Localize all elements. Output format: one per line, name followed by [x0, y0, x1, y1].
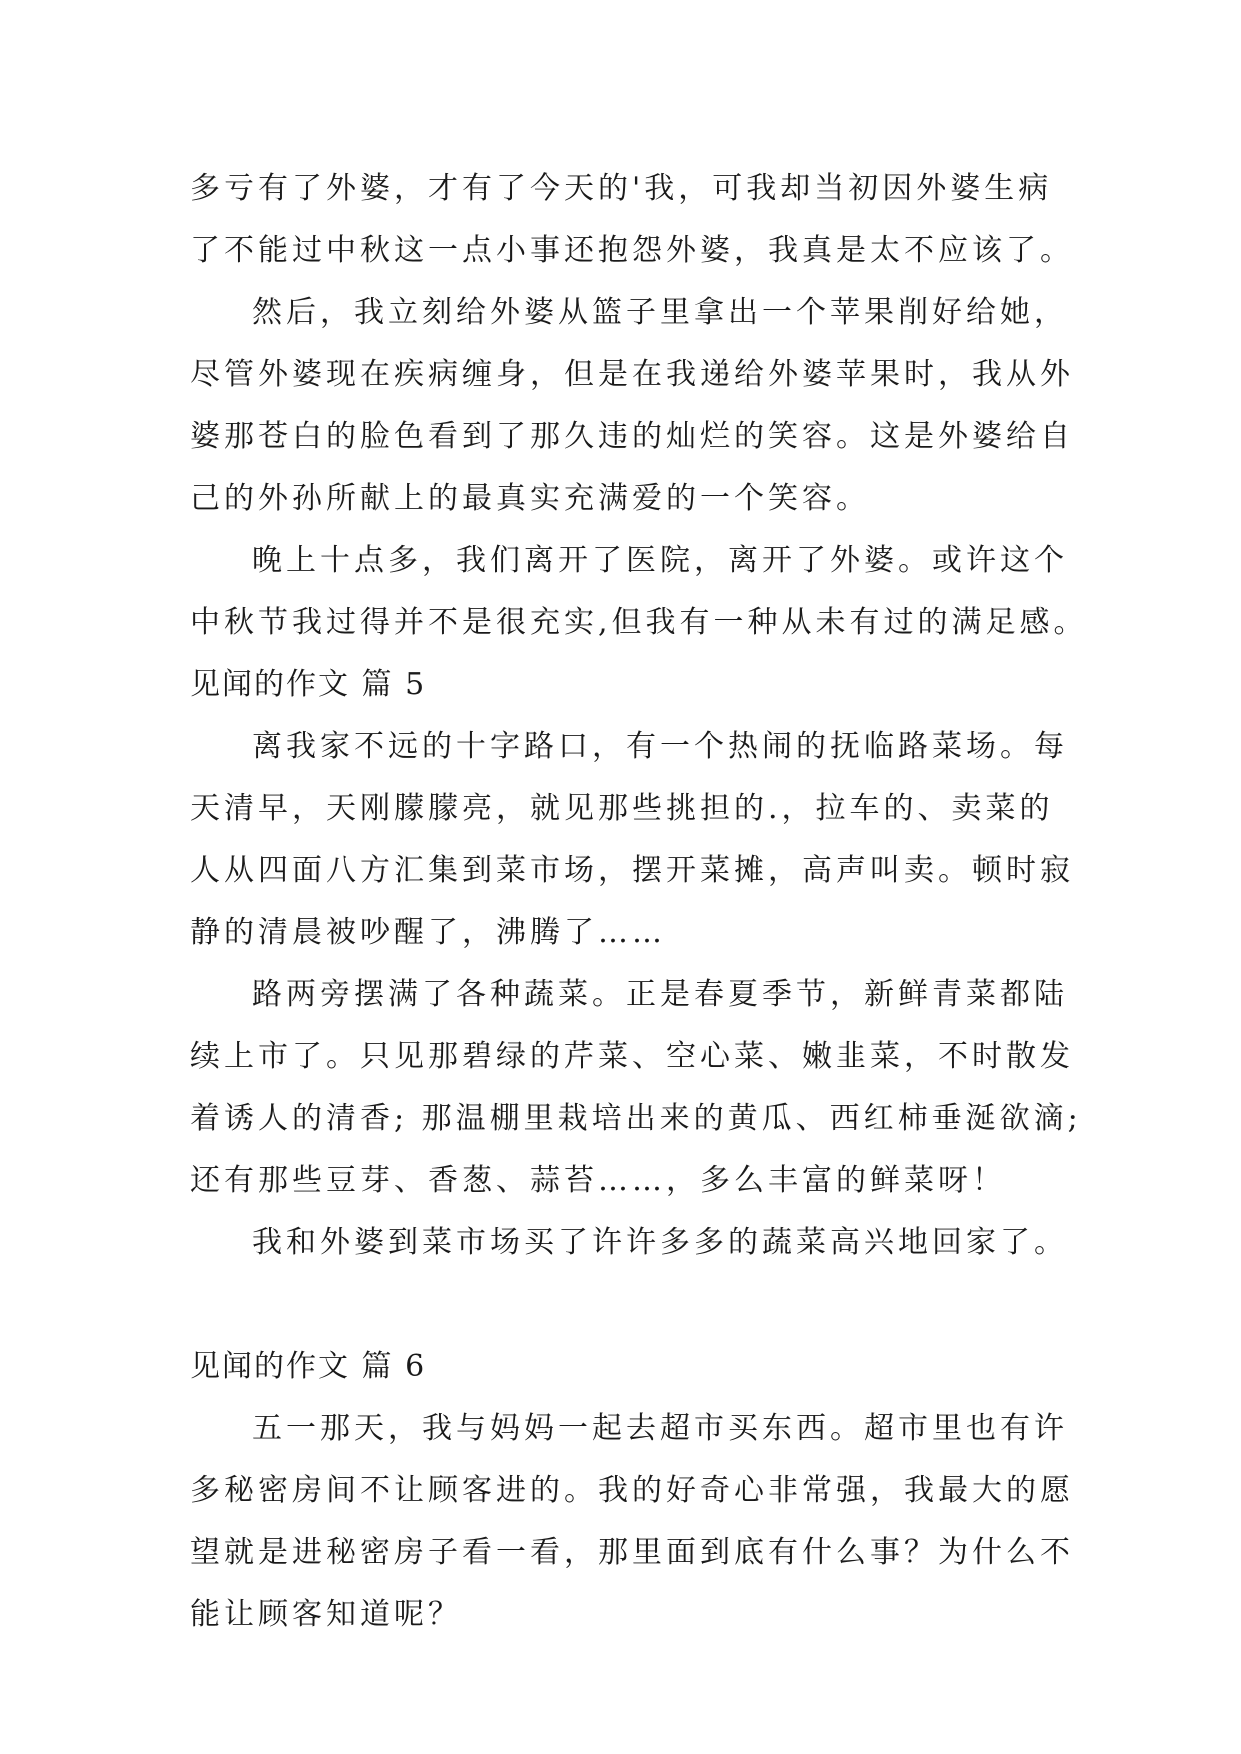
text-line: 多亏有了外婆，才有了今天的'我，可我却当初因外婆生病	[190, 171, 1053, 206]
section-heading: 见闻的作文 篇 6	[190, 1349, 427, 1384]
text-line: 静的清晨被吵醒了，沸腾了……	[190, 915, 666, 950]
section-heading: 见闻的作文 篇 5	[190, 667, 427, 702]
text-line: 望就是进秘密房子看一看，那里面到底有什么事？为什么不	[190, 1535, 1074, 1570]
text-line: 己的外孙所献上的最真实充满爱的一个笑容。	[190, 481, 870, 516]
text-line: 还有那些豆芽、香葱、蒜苔……，多么丰富的鲜菜呀！	[190, 1163, 1006, 1198]
document-body	[190, 158, 1088, 1646]
text-line: 天清早，天刚朦朦亮，就见那些挑担的.，拉车的、卖菜的	[190, 791, 1054, 826]
text-line: 然后，我立刻给外婆从篮子里拿出一个苹果削好给她，	[252, 295, 1068, 330]
text-line: 着诱人的清香; 那温棚里栽培出来的黄瓜、西红柿垂涎欲滴;	[190, 1101, 1082, 1136]
text-line: 离我家不远的十字路口，有一个热闹的抚临路菜场。每	[252, 729, 1068, 764]
text-line: 能让顾客知道呢？	[190, 1597, 462, 1632]
text-line: 中秋节我过得并不是很充实,但我有一种从未有过的满足感。	[190, 605, 1088, 640]
text-line: 五一那天，我与妈妈一起去超市买东西。超市里也有许	[252, 1411, 1068, 1446]
text-line: 路两旁摆满了各种蔬菜。正是春夏季节，新鲜青菜都陆	[252, 977, 1068, 1012]
text-line: 我和外婆到菜市场买了许许多多的蔬菜高兴地回家了。	[252, 1225, 1068, 1260]
text-line: 多秘密房间不让顾客进的。我的好奇心非常强，我最大的愿	[190, 1473, 1074, 1508]
text-line: 了不能过中秋这一点小事还抱怨外婆，我真是太不应该了。	[190, 233, 1074, 268]
text-line: 婆那苍白的脸色看到了那久违的灿烂的笑容。这是外婆给自	[190, 419, 1074, 454]
blank-line	[190, 1274, 1070, 1336]
text-line: 尽管外婆现在疾病缠身，但是在我递给外婆苹果时，我从外	[190, 357, 1074, 392]
text-line: 人从四面八方汇集到菜市场，摆开菜摊，高声叫卖。顿时寂	[190, 853, 1074, 888]
text-line: 续上市了。只见那碧绿的芹菜、空心菜、嫩韭菜，不时散发	[190, 1039, 1074, 1074]
text-line: 晚上十点多，我们离开了医院，离开了外婆。或许这个	[252, 543, 1068, 578]
